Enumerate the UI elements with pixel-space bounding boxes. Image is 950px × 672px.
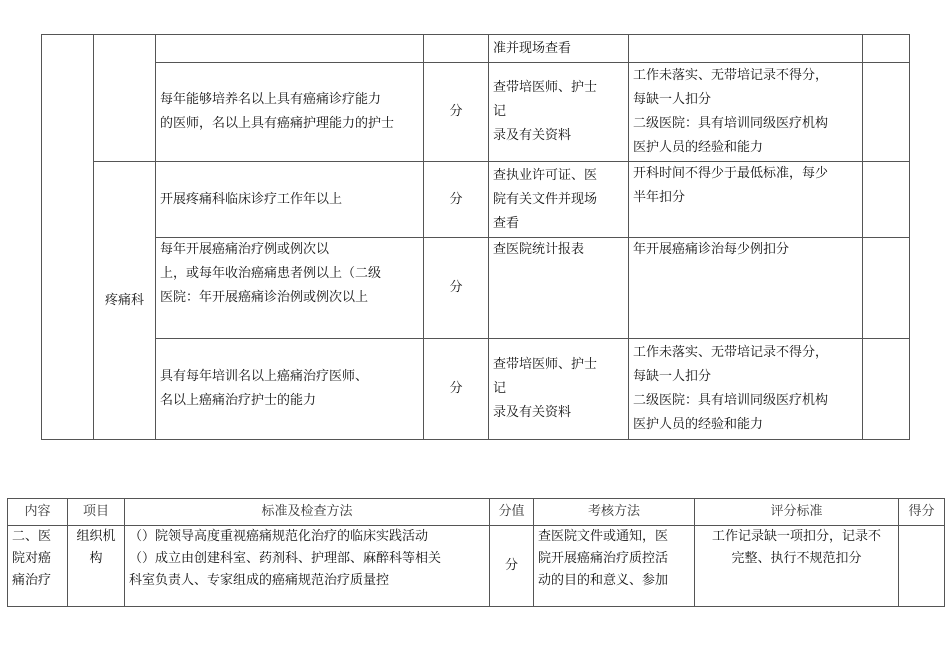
points-cell xyxy=(863,162,910,238)
criteria-cell: 工作记录缺一项扣分，记录不 完整、执行不规范扣分 xyxy=(695,526,899,607)
points-cell xyxy=(863,339,910,440)
criteria-cell: 工作未落实、无带培记录不得分， 每缺一人扣分 二级医院：具有培训同级医疗机构 医护人员的经验和能力 xyxy=(629,63,863,162)
criteria-cell: 年开展癌痛诊治每少例扣分 xyxy=(629,238,863,339)
score-cell: 分 xyxy=(424,63,489,162)
scoring-table xyxy=(7,498,945,607)
table-row xyxy=(42,35,910,63)
item-cell-blank xyxy=(94,35,156,162)
standard-cell: 开展疼痛科临床诊疗工作年以上 xyxy=(156,162,424,238)
method-cell: 准并现场查看 xyxy=(489,35,629,63)
table-row xyxy=(42,63,910,162)
points-cell xyxy=(863,238,910,339)
standard-cell: 每年能够培养名以上具有癌痛诊疗能力 的医师，名以上具有癌痛护理能力的护士 xyxy=(156,63,424,162)
standard-cell xyxy=(156,35,424,63)
criteria-cell xyxy=(629,35,863,63)
points-cell xyxy=(863,63,910,162)
criteria-cell: 开科时间不得少于最低标准，每少 半年扣分 xyxy=(629,162,863,238)
table-row xyxy=(42,339,910,440)
score-cell: 分 xyxy=(424,238,489,339)
header-points: 得分 xyxy=(899,499,945,526)
content-cell: 二、医 院对癌 痛治疗 xyxy=(8,526,68,607)
table-row xyxy=(42,162,910,238)
standard-cell: 具有每年培训名以上癌痛治疗医师、 名以上癌痛治疗护士的能力 xyxy=(156,339,424,440)
header-score: 分值 xyxy=(490,499,534,526)
header-criteria: 评分标准 xyxy=(695,499,899,526)
category-cell: 疼痛科 xyxy=(94,162,156,440)
points-cell xyxy=(863,35,910,63)
points-cell xyxy=(899,526,945,607)
method-cell: 查带培医师、护士 记 录及有关资料 xyxy=(489,63,629,162)
method-cell: 查医院统计报表 xyxy=(489,238,629,339)
header-item: 项目 xyxy=(68,499,125,526)
method-cell: 查医院文件或通知，医 院开展癌痛治疗质控活 动的目的和意义、参加 xyxy=(534,526,695,607)
item-cell: 组织机 构 xyxy=(68,526,125,607)
content-cell-blank xyxy=(42,35,94,440)
header-content: 内容 xyxy=(8,499,68,526)
score-cell xyxy=(424,35,489,63)
method-cell: 查带培医师、护士 记 录及有关资料 xyxy=(489,339,629,440)
scoring-table-continued xyxy=(41,34,910,440)
table-row xyxy=(42,238,910,339)
table-row xyxy=(8,526,945,607)
method-cell: 查执业许可证、医 院有关文件并现场 查看 xyxy=(489,162,629,238)
criteria-cell: 工作未落实、无带培记录不得分， 每缺一人扣分 二级医院：具有培训同级医疗机构 医护人员的经验和能力 xyxy=(629,339,863,440)
header-method: 考核方法 xyxy=(534,499,695,526)
score-cell: 分 xyxy=(424,162,489,238)
standard-cell: （）院领导高度重视癌痛规范化治疗的临床实践活动 （）成立由创建科室、药剂科、护理部、麻醉科等相关 科室负责人、专家组成的癌痛规范治疗质量控 xyxy=(125,526,490,607)
standard-cell: 每年开展癌痛治疗例或例次以 上，或每年收治癌痛患者例以上（二级 医院：年开展癌痛诊治例或例次以上 xyxy=(156,238,424,339)
table-header-row xyxy=(8,499,945,526)
score-cell: 分 xyxy=(490,526,534,607)
header-standard: 标准及检查方法 xyxy=(125,499,490,526)
score-cell: 分 xyxy=(424,339,489,440)
